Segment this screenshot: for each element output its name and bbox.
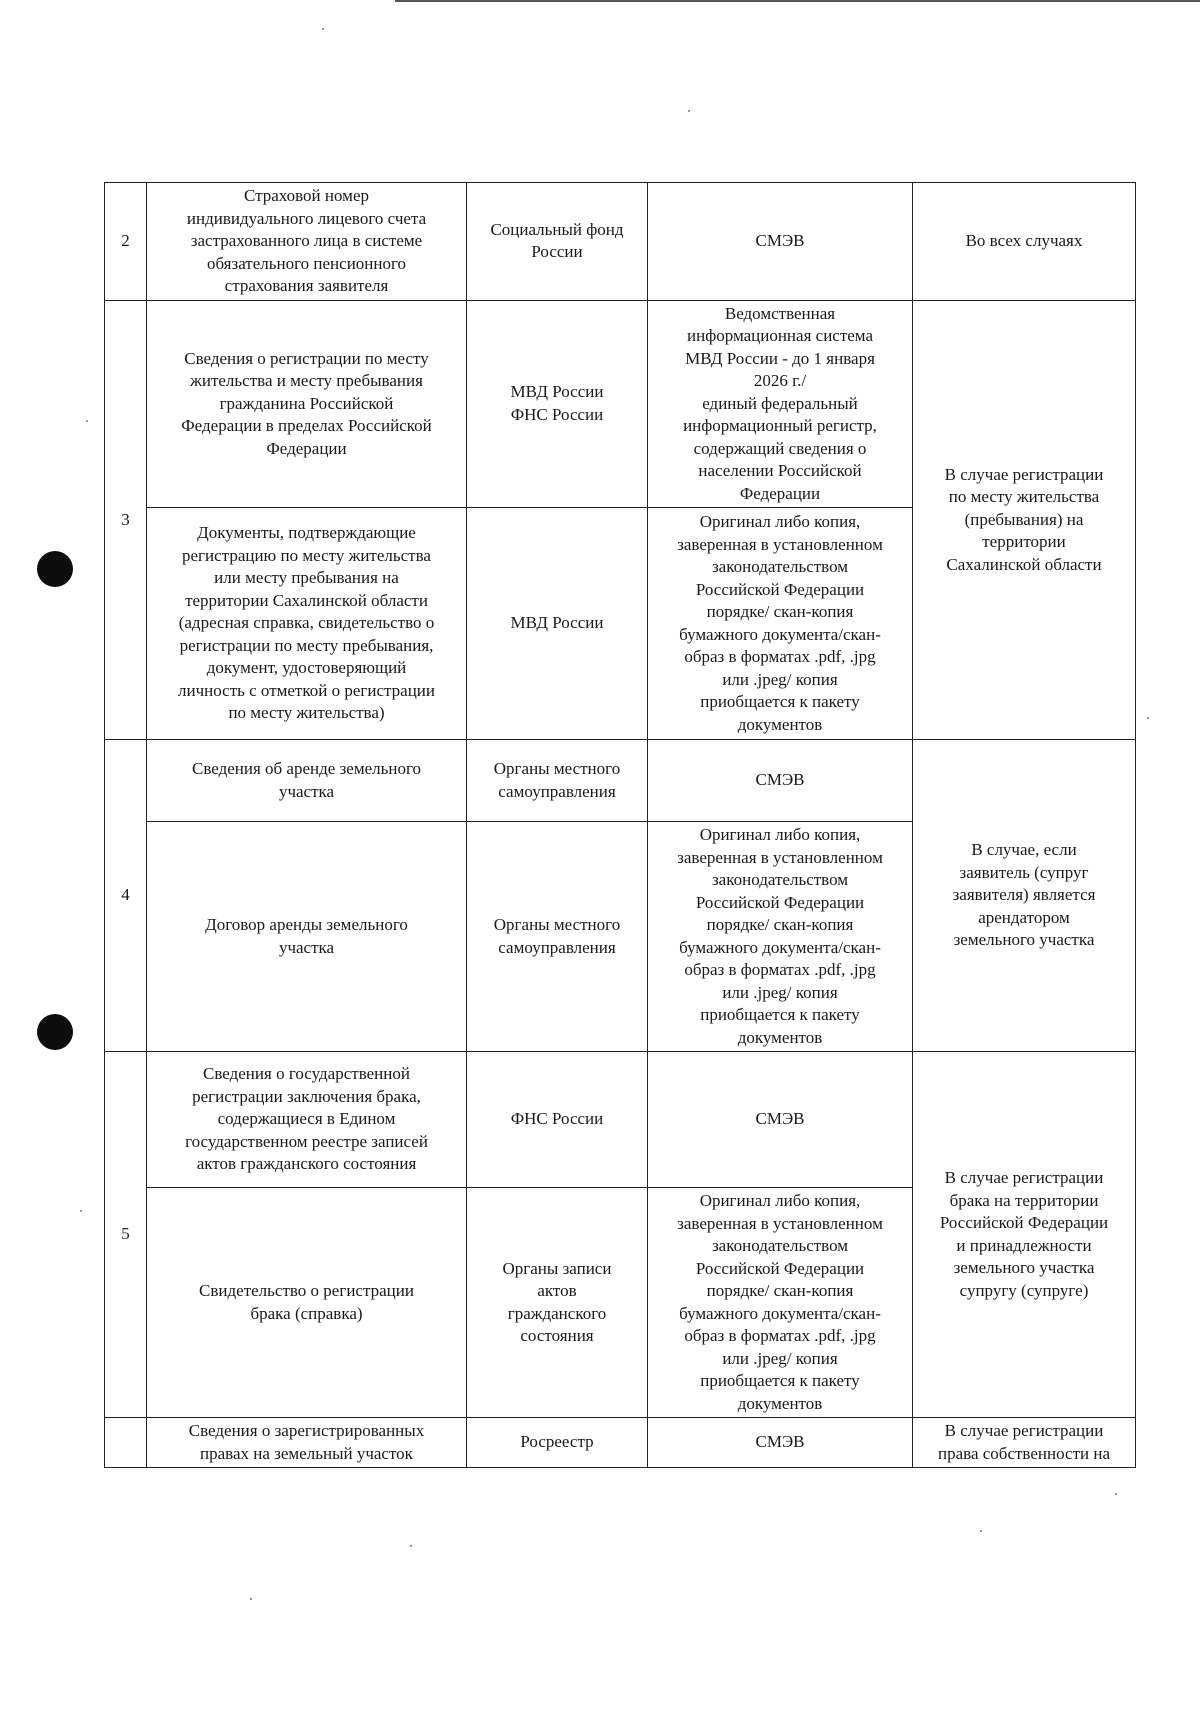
source-cell: Росреестр <box>467 1418 648 1468</box>
row-number: 4 <box>105 740 147 1052</box>
scan-speck <box>250 1598 252 1600</box>
condition-cell: В случае регистрации права собственности на <box>913 1418 1136 1468</box>
scan-speck <box>80 1210 82 1212</box>
source-cell: Социальный фонд России <box>467 183 648 301</box>
scan-speck <box>1115 1493 1117 1495</box>
source-cell: Органы записи актов гражданского состояния <box>467 1188 648 1418</box>
scan-top-edge <box>395 0 1200 2</box>
info-cell: Сведения о государственной регистрации заключения брака, содержащиеся в Едином государственном реестре записей актов гражданского состояния <box>147 1052 467 1188</box>
condition-cell: Во всех случаях <box>913 183 1136 301</box>
punch-hole-lower <box>37 1014 73 1050</box>
punch-hole-upper <box>37 551 73 587</box>
info-cell: Сведения о зарегистрированных правах на земельный участок <box>147 1418 467 1468</box>
table-row <box>105 740 1136 822</box>
info-cell: Сведения о регистрации по месту жительства и месту пребывания гражданина Российской Федерации в пределах Российской Федерации <box>147 300 467 508</box>
table-row <box>105 1418 1136 1468</box>
source-cell: Органы местного самоуправления <box>467 822 648 1052</box>
condition-cell: В случае регистрации по месту жительства (пребывания) на территории Сахалинской области <box>913 300 1136 740</box>
method-cell: СМЭВ <box>648 1052 913 1188</box>
info-cell: Договор аренды земельного участка <box>147 822 467 1052</box>
scan-speck <box>688 110 690 112</box>
scan-speck <box>410 1545 412 1547</box>
info-cell: Страховой номер индивидуального лицевого счета застрахованного лица в системе обязательного пенсионного страхования заявителя <box>147 183 467 301</box>
method-cell: Ведомственная информационная система МВД России - до 1 января 2026 г./ единый федеральный информационный регистр, содержащий сведения о населении Российской Федерации <box>648 300 913 508</box>
info-cell: Документы, подтверждающие регистрацию по месту жительства или месту пребывания на территории Сахалинской области (адресная справка, свидетельство о регистрации по месту пребывания, документ, удостоверяющий личность с отметкой о регистрации по месту жительства) <box>147 508 467 740</box>
row-number <box>105 1418 147 1468</box>
scan-speck <box>1147 717 1149 719</box>
method-cell: СМЭВ <box>648 1418 913 1468</box>
info-cell: Свидетельство о регистрации брака (справка) <box>147 1188 467 1418</box>
scan-speck <box>980 1530 982 1532</box>
info-cell: Сведения об аренде земельного участка <box>147 740 467 822</box>
table-row <box>105 183 1136 301</box>
source-cell: МВД России ФНС России <box>467 300 648 508</box>
source-cell: Органы местного самоуправления <box>467 740 648 822</box>
table-row <box>105 300 1136 508</box>
source-cell: МВД России <box>467 508 648 740</box>
documents-table <box>104 182 1136 1468</box>
method-cell: СМЭВ <box>648 740 913 822</box>
source-cell: ФНС России <box>467 1052 648 1188</box>
row-number: 2 <box>105 183 147 301</box>
condition-cell: В случае регистрации брака на территории Российской Федерации и принадлежности земельного участка супругу (супруге) <box>913 1052 1136 1418</box>
table-row <box>105 1052 1136 1188</box>
row-number: 5 <box>105 1052 147 1418</box>
scan-speck <box>322 28 324 30</box>
row-number: 3 <box>105 300 147 740</box>
method-cell: Оригинал либо копия, заверенная в установленном законодательством Российской Федерации порядке/ скан-копия бумажного документа/скан- образ в форматах .pdf, .jpg или .jpeg/ копия приобщается к пакету документов <box>648 822 913 1052</box>
scan-speck <box>86 420 88 422</box>
method-cell: Оригинал либо копия, заверенная в установленном законодательством Российской Федерации порядке/ скан-копия бумажного документа/скан- образ в форматах .pdf, .jpg или .jpeg/ копия приобщается к пакету документов <box>648 1188 913 1418</box>
method-cell: Оригинал либо копия, заверенная в установленном законодательством Российской Федерации порядке/ скан-копия бумажного документа/скан- образ в форматах .pdf, .jpg или .jpeg/ копия приобщается к пакету документов <box>648 508 913 740</box>
condition-cell: В случае, если заявитель (супруг заявителя) является арендатором земельного участка <box>913 740 1136 1052</box>
method-cell: СМЭВ <box>648 183 913 301</box>
